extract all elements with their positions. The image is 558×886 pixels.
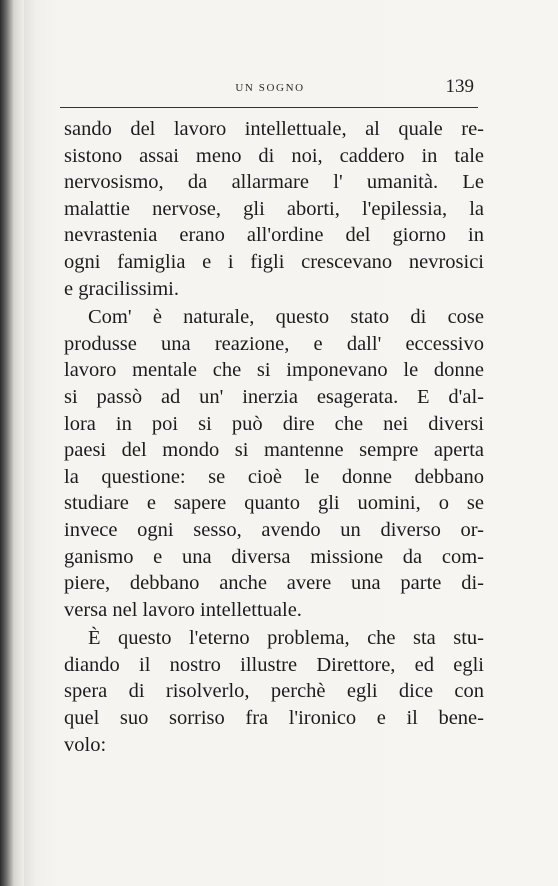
text-line: studiare e sapere quanto gli uomini, o se: [64, 492, 484, 515]
paragraph: [64, 116, 484, 302]
text-line: lora in poi si può dire che nei diversi: [64, 412, 484, 435]
text-line: paesi del mondo si mantenne sempre aperta: [64, 439, 484, 462]
paragraph: [64, 304, 484, 623]
page-number: 139: [445, 76, 474, 97]
running-head-title: UN SOGNO: [235, 82, 305, 94]
text-line: versa nel lavoro intellettuale.: [64, 598, 302, 621]
text-line: ogni famiglia e i figli crescevano nevrosici: [64, 250, 484, 273]
text-line: lavoro mentale che si imponevano le donne: [64, 359, 484, 382]
text-line: ganismo e una diversa missione da com-: [64, 545, 484, 568]
text-line: diando il nostro illustre Direttore, ed egli: [64, 653, 484, 676]
text-line: sistono assai meno di noi, caddero in tale: [64, 144, 484, 167]
text-line: sando del lavoro intellettuale, al quale re-: [64, 118, 484, 140]
paragraph: [64, 625, 484, 758]
running-head: [60, 76, 480, 104]
text-line: nervosismo, da allarmare l' umanità. Le: [64, 171, 484, 194]
text-line: e gracilissimi.: [64, 277, 180, 300]
gutter-shadow: [24, 0, 36, 886]
text-line: piere, debbano anche avere una parte di-: [64, 572, 484, 595]
text-line: volo:: [64, 733, 107, 756]
text-line: malattie nervose, gli aborti, l'epilessia, la: [64, 197, 484, 220]
text-line: invece ogni sesso, avendo un diverso or-: [64, 518, 484, 541]
body-text: [64, 116, 484, 758]
text-line: nevrastenia erano all'ordine del giorno in: [64, 224, 484, 247]
text-line: quel suo sorriso fra l'ironico e il bene-: [64, 707, 484, 730]
text-line: si passò ad un' inerzia esagerata. E d'al-: [64, 385, 484, 408]
text-line: produsse una reazione, e dall' eccessivo: [64, 332, 484, 355]
text-line: Com' è naturale, questo stato di cose: [88, 306, 484, 329]
text-line: spera di risolverlo, perchè egli dice con: [64, 680, 484, 703]
text-line: la questione: se cioè le donne debbano: [64, 465, 484, 488]
header-rule: [60, 107, 478, 108]
text-line: È questo l'eterno problema, che sta stu-: [88, 627, 484, 650]
